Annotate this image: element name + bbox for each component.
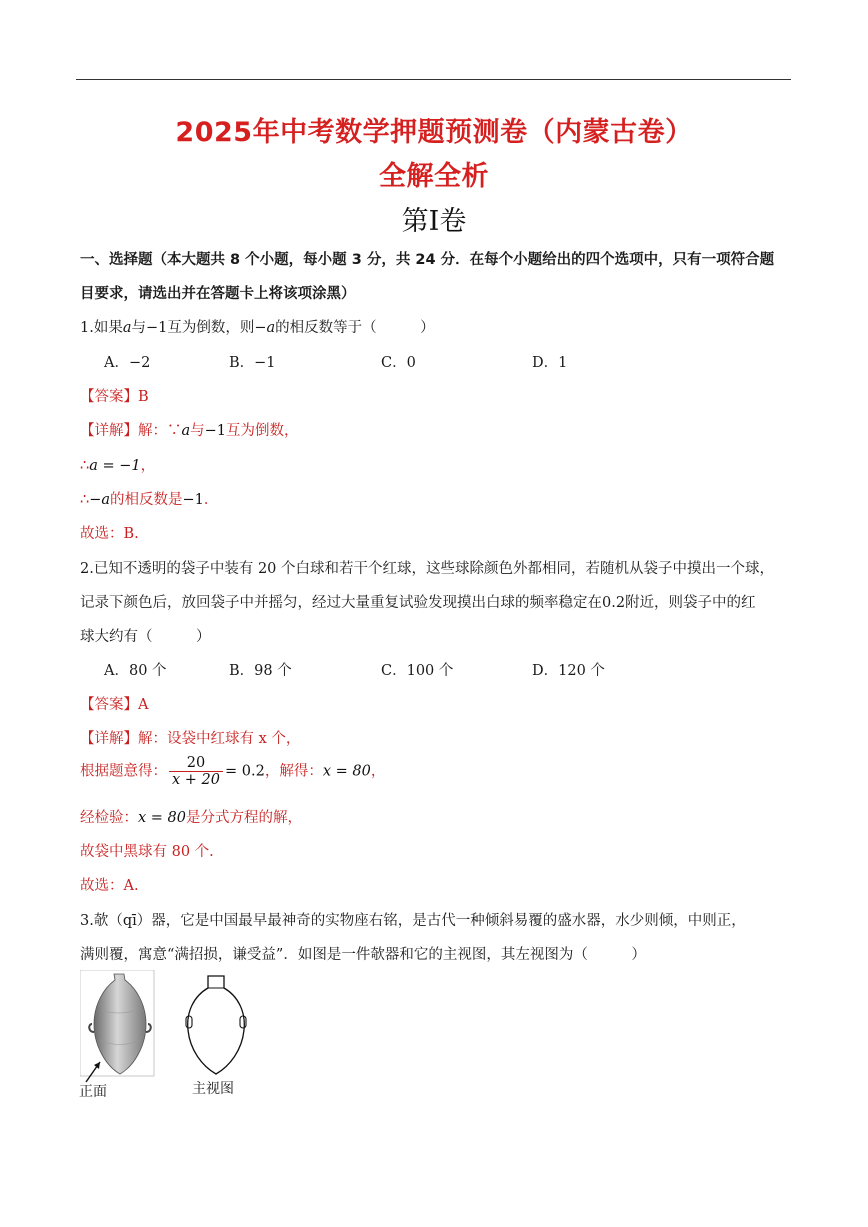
q2-check-line — [80, 806, 302, 827]
q1-line3-val: −1 — [182, 492, 204, 508]
q2-eq-mid: ，解得： — [264, 763, 323, 780]
q1-detail-var: a — [181, 423, 191, 439]
q1-detail-text-e: 互为倒数， — [226, 423, 299, 439]
q1-line3-end: ． — [203, 492, 219, 508]
q2-freq-value: 0.2 — [602, 595, 626, 611]
q2-line1: 2.已知不透明的袋子中装有 20 个白球和若干个红球，这些球除颜色外都相同，若随机从袋子中摸出一个球， — [80, 561, 774, 577]
section-heading-line1: 一、选择题（本大题共 8 个小题，每小题 3 分，共 24 分．在每个小题给出的四个选项中，只有一项符合题 — [80, 252, 775, 268]
q1-option-b: B．−1 — [229, 355, 276, 371]
q2-detail-label: 【详解】 — [80, 731, 138, 747]
q1-eq-a: a = −1 — [89, 458, 141, 474]
q2-line2-text-a: 记录下颜色后，放回袋子中并摇匀，经过大量重复试验发现摸出白球的频率稳定在 — [80, 595, 602, 611]
q1-neg-one: −1 — [146, 320, 168, 336]
q2-detail-text: 解：设袋中红球有 x 个， — [138, 731, 301, 747]
q2-choose: 故选：A. — [80, 878, 139, 894]
page-subtitle: 全解全析 — [379, 161, 489, 192]
q1-detail-text-c: 与 — [190, 423, 205, 439]
q1-var-a: a — [122, 320, 132, 336]
q2-line3: 球大约有（ ） — [80, 629, 211, 645]
q2-line2 — [80, 591, 756, 612]
q2-option-d: D．120 个 — [532, 663, 605, 679]
q2-equation-line — [80, 755, 385, 788]
q1-detail-line1 — [80, 419, 299, 440]
q2-answer: 【答案】A — [80, 697, 149, 713]
q1-stem-text-b: 与 — [131, 320, 146, 336]
volume-heading: 第I卷 — [401, 206, 467, 237]
q2-line2-text-c: 附近，则袋子中的红 — [625, 595, 756, 611]
q1-detail-text-a: 解：∵ — [138, 423, 182, 439]
q2-check-math: x = 80 — [138, 810, 186, 826]
label-main-view: 主视图 — [192, 1081, 234, 1097]
q1-neg-a-2: −a — [89, 492, 111, 508]
q1-detail-line3 — [80, 488, 218, 509]
q2-eq-rhs: = 0.2 — [225, 763, 265, 780]
q1-line2-suffix: ， — [140, 458, 156, 474]
q3-line2: 满则覆，寓意“满招损，谦受益”．如图是一件欹器和它的主视图，其左视图为（ ） — [80, 947, 646, 963]
q2-frac-numerator: 20 — [169, 755, 223, 772]
q1-answer: 【答案】B — [80, 389, 149, 405]
q2-check-prefix: 经检验： — [80, 810, 138, 826]
q2-option-c: C．100 个 — [381, 663, 454, 679]
q1-option-a: A．−2 — [104, 355, 151, 371]
q2-option-a: A．80 个 — [104, 663, 167, 679]
q2-frac-denominator: x + 20 — [172, 772, 220, 788]
q1-therefore-1: ∴ — [80, 458, 90, 474]
q1-choose: 故选：B. — [80, 526, 139, 542]
q1-stem-text-c: 互为倒数，则 — [167, 320, 255, 336]
q1-detail-line2 — [80, 454, 155, 475]
q2-check-suffix: 是分式方程的解， — [186, 810, 302, 826]
label-front: 正面 — [79, 1084, 107, 1100]
header-rule — [76, 79, 791, 80]
page-title: 2025年中考数学押题预测卷（内蒙古卷） — [175, 117, 693, 148]
q1-stem — [80, 316, 435, 337]
q1-neg-a: −a — [254, 320, 276, 336]
main-view-drawing — [180, 972, 258, 1078]
q2-eq-solution: x = 80 — [322, 763, 371, 780]
q1-detail-neg-one: −1 — [204, 423, 227, 439]
q2-fraction — [169, 755, 223, 788]
q2-eq-end: ， — [370, 763, 386, 780]
q1-therefore-2: ∴ — [80, 492, 90, 508]
q1-option-c: C．0 — [381, 355, 416, 371]
q2-conclusion: 故袋中黑球有 80 个. — [80, 844, 214, 860]
q2-option-b: B．98 个 — [229, 663, 292, 679]
q3-line1: 3.欹（qī）器，它是中国最早最神奇的实物座右铭，是古代一种倾斜易覆的盛水器，水少则倾，中则正， — [80, 913, 746, 929]
q1-detail-label: 【详解】 — [80, 423, 138, 439]
q1-stem-text-d: 的相反数等于（ ） — [275, 320, 435, 336]
q1-option-d: D．1 — [532, 355, 568, 371]
q2-detail-line1 — [80, 727, 300, 748]
q2-eq-prefix: 根据题意得： — [80, 763, 167, 780]
section-heading-line2: 目要求，请选出并在答题卡上将该项涂黑） — [80, 286, 356, 302]
q1-line3-mid: 的相反数是 — [110, 492, 183, 508]
q1-stem-text-a: 1.如果 — [80, 320, 123, 336]
